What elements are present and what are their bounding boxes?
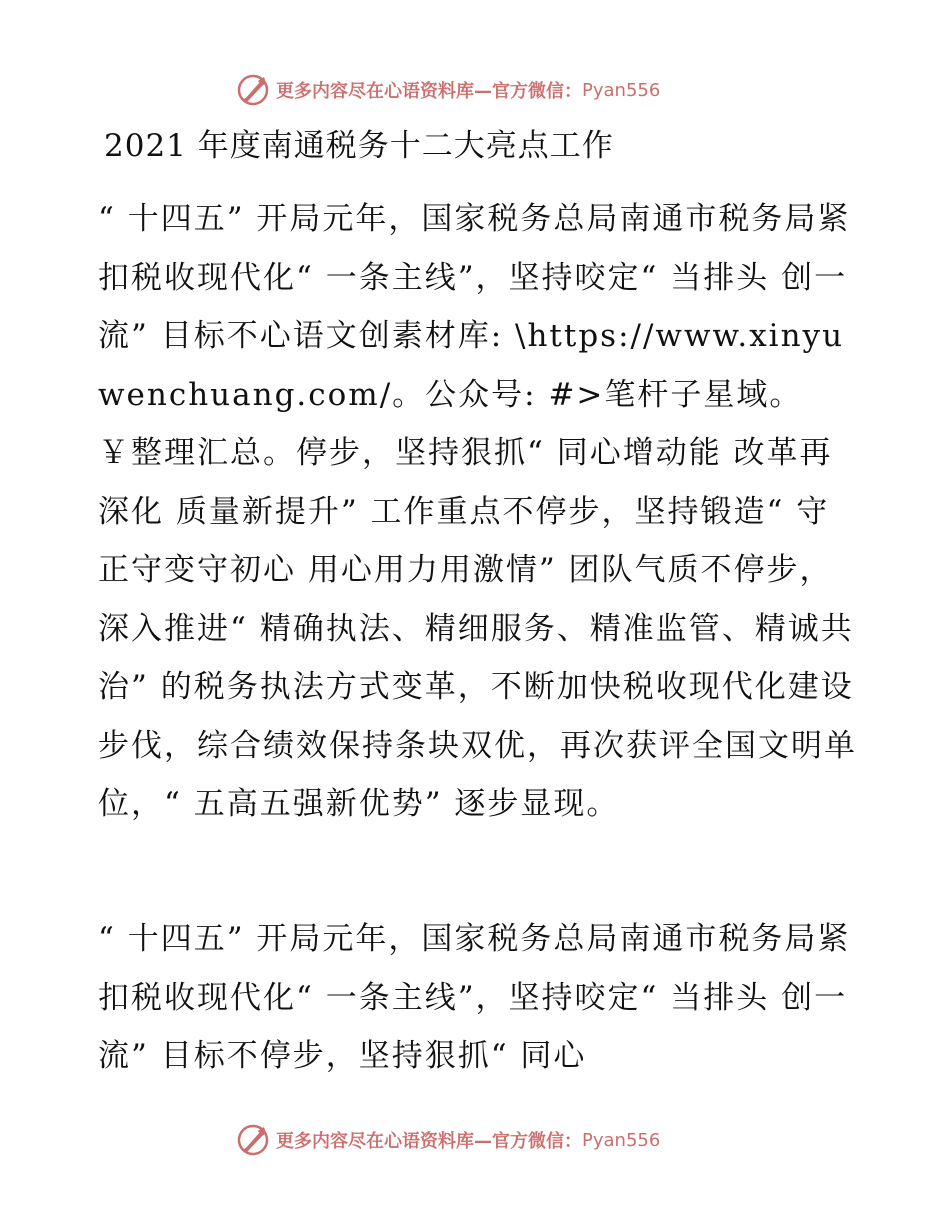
watermark-text: 更多内容尽在心语资料库—官方微信： xyxy=(276,81,582,102)
watermark-banner-top xyxy=(236,72,716,108)
body-paragraph-1: “ 十四五” 开局元年，国家税务总局南通市税务局紧扣税收现代化“ 一条主线”，坚持咬定“ 当排头 创一流” 目标不心语文创素材库: \https://www.xinyuwenchuang.com/。公众号: #>笔杆子星域。￥整理汇总。停步，坚持狠抓“ 同心增动能 改革再深化 质量新提升” 工作重点不停步，坚持锻造“ 守正守变守初心 用心用力用激情” 团队气质不停步，深入推进“ 精确执法、精细服务、精准监管、精诚共治” 的税务执法方式变革，不断加快税收现代化建设步伐，综合绩效保持条块双优，再次获评全国文明单位，“ 五高五强新优势” 逐步显现。 xyxy=(98,201,857,822)
watermark-text: 更多内容尽在心语资料库—官方微信： xyxy=(276,1131,582,1152)
watermark-banner-bottom xyxy=(236,1122,716,1158)
watermark-wechat-id: Pyan556 xyxy=(582,1129,661,1151)
quill-pen-logo-icon xyxy=(236,1123,270,1157)
document-title: 2021 年度南通税务十二大亮点工作 xyxy=(104,128,614,164)
watermark-wechat-id: Pyan556 xyxy=(582,79,661,101)
body-paragraph-2: “ 十四五” 开局元年，国家税务总局南通市税务局紧扣税收现代化“ 一条主线”，坚持咬定“ 当排头 创一流” 目标不停步，坚持狠抓“ 同心 xyxy=(98,921,851,1074)
quill-pen-logo-icon xyxy=(236,73,270,107)
